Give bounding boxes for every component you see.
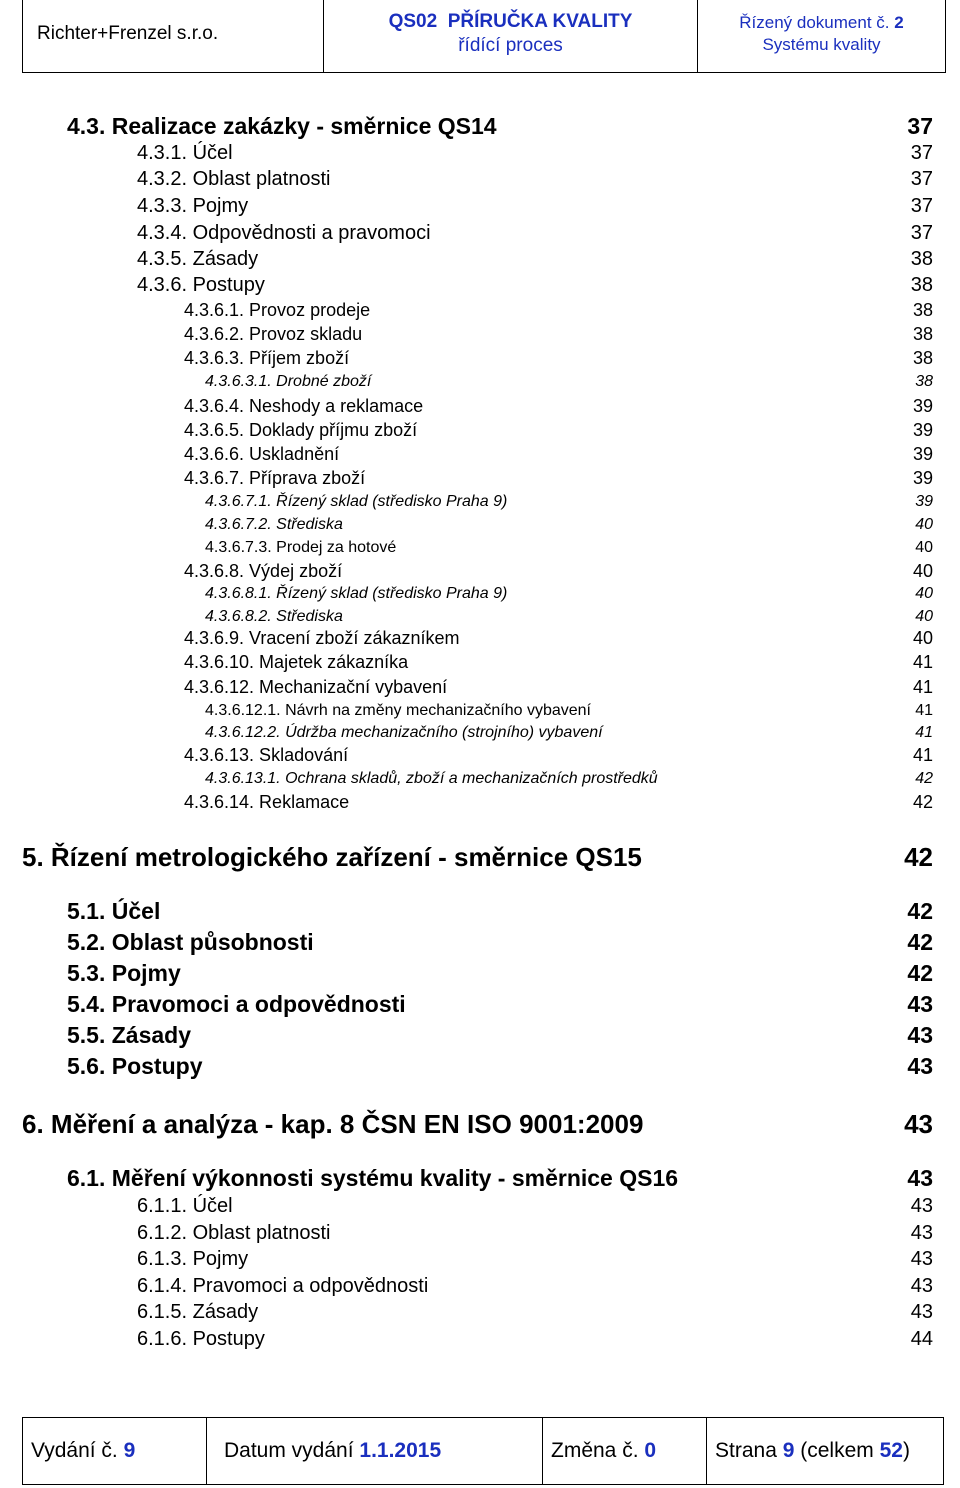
controlled-doc-label: Řízený dokument č. 2 xyxy=(739,13,904,32)
toc-entry-title: 4.3. Realizace zakázky - směrnice QS14 xyxy=(67,113,497,139)
toc-entry-title: 4.3.6.7.3. Prodej za hotové xyxy=(205,539,397,556)
toc-entry-page: 39 xyxy=(912,468,933,488)
toc-entry-page: 38 xyxy=(910,248,933,270)
toc-entry-title: 6.1.4. Pravomoci a odpovědnosti xyxy=(137,1275,429,1297)
toc-entry-title: 6. Měření a analýza - kap. 8 ČSN EN ISO 9001:2009 xyxy=(22,1109,644,1139)
toc-entry-page: 43 xyxy=(907,1165,933,1191)
toc-entry-title: 6.1. Měření výkonnosti systému kvality - směrnice QS16 xyxy=(67,1165,679,1191)
toc-entry-title: 4.3.6.8. Výdej zboží xyxy=(184,561,343,581)
toc-entry-page: 43 xyxy=(907,991,933,1017)
toc-entry-page: 37 xyxy=(910,222,933,244)
toc-entry-title: 4.3.6.13. Skladování xyxy=(184,745,349,765)
toc-entry-title: 4.3.6.14. Reklamace xyxy=(184,792,350,812)
page-total: 52 xyxy=(879,1439,903,1462)
toc-entry-title: 4.3.4. Odpovědnosti a pravomoci xyxy=(137,222,431,244)
toc-entry-title: 4.3.6.3. Příjem zboží xyxy=(184,348,350,368)
toc-entry-page: 38 xyxy=(915,373,933,390)
toc-entry-page: 44 xyxy=(910,1328,933,1350)
toc-entry-page: 39 xyxy=(912,396,933,416)
toc-entry-title: 5.2. Oblast působnosti xyxy=(67,929,314,955)
toc-entry-title: 4.3.6.8.2. Střediska xyxy=(205,608,343,625)
toc-entry-title: 4.3.6.6. Uskladnění xyxy=(184,444,340,464)
toc-entry-page: 43 xyxy=(910,1275,933,1297)
document-subtitle: řídící proces xyxy=(458,35,563,56)
toc-entry-title: 5. Řízení metrologického zařízení - směrnice QS15 xyxy=(22,842,642,872)
toc-entry-page: 43 xyxy=(904,1109,933,1139)
toc-entry-page: 41 xyxy=(915,724,933,741)
toc-entry-title: 6.1.6. Postupy xyxy=(137,1328,265,1350)
toc-entry-title: 4.3.3. Pojmy xyxy=(137,195,249,217)
toc-entry-page: 38 xyxy=(910,274,933,296)
toc-entry-title: 4.3.6.3.1. Drobné zboží xyxy=(205,373,372,390)
footer-change: Změna č. 0 xyxy=(542,1418,706,1484)
toc-entry-title: 4.3.6.5. Doklady příjmu zboží xyxy=(184,420,418,440)
company-name: Richter+Frenzel s.r.o. xyxy=(37,23,219,44)
change-number: 0 xyxy=(644,1439,657,1462)
toc-entry-page: 43 xyxy=(910,1195,933,1217)
toc-entry-page: 43 xyxy=(910,1222,933,1244)
toc-entry-page: 40 xyxy=(915,585,933,602)
controlled-doc-number: 2 xyxy=(894,13,904,32)
toc-entry-page: 40 xyxy=(915,608,933,625)
issue-date: 1.1.2015 xyxy=(359,1439,442,1462)
toc-entry-page: 37 xyxy=(910,195,933,217)
toc-entry-page: 42 xyxy=(907,960,933,986)
toc-entry-title: 6.1.5. Zásady xyxy=(137,1301,259,1323)
toc-entry-title: 5.3. Pojmy xyxy=(67,960,181,986)
toc-entry-page: 37 xyxy=(910,168,933,190)
toc-entry-title: 4.3.2. Oblast platnosti xyxy=(137,168,331,190)
toc-entry-page: 43 xyxy=(907,1022,933,1048)
toc-entry-title: 4.3.6.2. Provoz skladu xyxy=(184,324,363,344)
toc-entry-title: 6.1.2. Oblast platnosti xyxy=(137,1222,331,1244)
page-footer xyxy=(22,1417,944,1485)
toc-entry-title: 4.3.6.12.2. Údržba mechanizačního (strojního) vybavení xyxy=(205,724,603,741)
toc-entry-page: 43 xyxy=(907,1053,933,1079)
toc-entry-page: 43 xyxy=(910,1301,933,1323)
toc-entry-page: 43 xyxy=(910,1248,933,1270)
toc-entry-page: 38 xyxy=(912,324,933,344)
toc-entry-title: 4.3.6. Postupy xyxy=(137,274,265,296)
header-doc-cell xyxy=(697,0,945,72)
toc-entry-page: 41 xyxy=(912,745,933,765)
quality-system-label: Systému kvality xyxy=(762,35,881,54)
toc-entry-title: 4.3.6.1. Provoz prodeje xyxy=(184,300,371,320)
toc-entry-title: 4.3.6.13.1. Ochrana skladů, zboží a mechanizačních prostředků xyxy=(205,770,658,787)
toc-entry-page: 42 xyxy=(912,792,933,812)
toc-entry-title: 4.3.5. Zásady xyxy=(137,248,259,270)
page-header xyxy=(22,0,946,73)
document-title: QS02 PŘÍRUČKA KVALITY xyxy=(388,11,633,32)
toc-entry-title: 4.3.6.12.1. Návrh na změny mechanizačního vybavení xyxy=(205,702,591,719)
toc-entry-title: 4.3.6.9. Vracení zboží zákazníkem xyxy=(184,628,460,648)
footer-date: Datum vydání 1.1.2015 xyxy=(206,1418,542,1484)
toc-entry-page: 40 xyxy=(912,561,933,581)
toc-entry-page: 41 xyxy=(915,702,933,719)
toc-entry-page: 39 xyxy=(912,420,933,440)
toc-entry-page: 39 xyxy=(912,444,933,464)
toc-entry-title: 4.3.6.7.1. Řízený sklad (středisko Praha 9) xyxy=(205,493,508,510)
toc-entry-title: 4.3.6.10. Majetek zákazníka xyxy=(184,652,409,672)
header-company-cell xyxy=(23,0,323,72)
toc-entry-title: 4.3.6.12. Mechanizační vybavení xyxy=(184,677,448,697)
toc-entry-title: 4.3.6.7.2. Střediska xyxy=(205,516,343,533)
toc-entry-page: 40 xyxy=(912,628,933,648)
toc-entry-page: 42 xyxy=(907,929,933,955)
toc-entry-title: 4.3.6.7. Příprava zboží xyxy=(184,468,366,488)
page-number: 9 xyxy=(782,1439,795,1462)
toc-entry-title: 5.1. Účel xyxy=(67,898,161,924)
toc-entry-title: 5.6. Postupy xyxy=(67,1053,203,1079)
toc-entry-page: 40 xyxy=(915,539,933,556)
toc-entry-title: 5.4. Pravomoci a odpovědnosti xyxy=(67,991,406,1017)
toc-entry-title: 4.3.1. Účel xyxy=(137,142,233,164)
toc-entry-title: 6.1.1. Účel xyxy=(137,1195,233,1217)
toc-entry-page: 38 xyxy=(912,300,933,320)
footer-page: Strana 9 (celkem 52 ) xyxy=(706,1418,943,1484)
toc-entry-title: 4.3.6.8.1. Řízený sklad (středisko Praha 9) xyxy=(205,585,508,602)
toc-entry-page: 42 xyxy=(904,842,933,872)
toc-entry-page: 41 xyxy=(912,677,933,697)
toc-entry-page: 42 xyxy=(915,770,933,787)
toc-entry-page: 40 xyxy=(915,516,933,533)
toc-entry-page: 37 xyxy=(910,142,933,164)
toc-entry-title: 5.5. Zásady xyxy=(67,1022,192,1048)
toc-entry-page: 41 xyxy=(912,652,933,672)
toc-entry-page: 42 xyxy=(907,898,933,924)
issue-number: 9 xyxy=(123,1439,136,1462)
header-title-cell xyxy=(323,0,697,72)
toc-entry-page: 37 xyxy=(907,113,933,139)
toc-entry-page: 39 xyxy=(915,493,933,510)
toc-entry-title: 6.1.3. Pojmy xyxy=(137,1248,249,1270)
footer-issue: Vydání č. 9 xyxy=(31,1439,136,1462)
toc-entry-page: 38 xyxy=(912,348,933,368)
toc-entry-title: 4.3.6.4. Neshody a reklamace xyxy=(184,396,424,416)
